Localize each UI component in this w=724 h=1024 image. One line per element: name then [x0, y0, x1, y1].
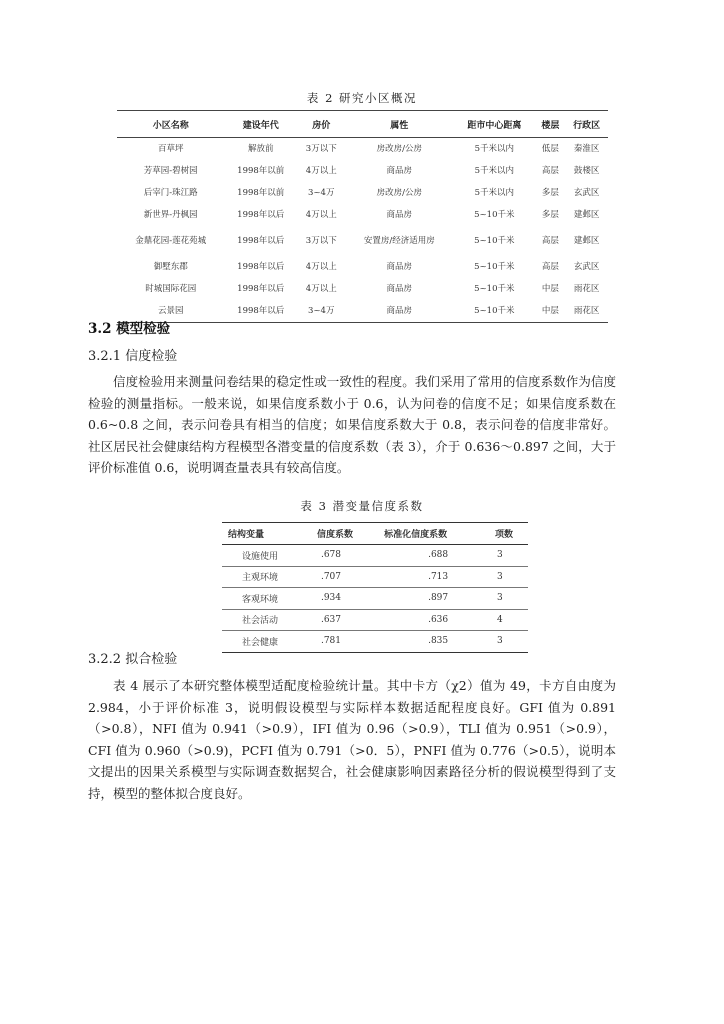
- table-cell: 5~10千米: [474, 283, 515, 294]
- table-cell: 玄武区: [573, 187, 600, 198]
- table-cell: 5~10千米: [474, 261, 515, 272]
- section-3-2-1-paragraph: 信度检验用来测量问卷结果的稳定性或一致性的程度。我们采用了常用的信度系数作为信度检验的测量指标。一般来说，如果信度系数小于 0.6，认为问卷的信度不足；如果信度系数在 0.6~0.8 之间，表示问卷具有相当的信度；如果信度系数大于 0.8，表示问卷的信度非常好。社区居民社会健康结构方程模型各潜变量的信度系数（表 3），介于 0.636～0.897 之间，大于评价标准值 0.6，说明调查量表具有较高信度。: [88, 374, 616, 475]
- table-cell: .678: [320, 550, 342, 561]
- section-3-2-2-heading: 3.2.2 拟合检验: [88, 652, 178, 667]
- table2-header-row: [117, 111, 608, 138]
- table-row: [117, 256, 608, 278]
- table-cell: 5~10千米: [474, 235, 515, 246]
- table-cell: 高层: [541, 261, 559, 272]
- table-cell: 房改房/公房: [376, 187, 422, 198]
- table3-header-cell: 标准化信度系数: [384, 530, 448, 540]
- table-cell: 4万以上: [305, 209, 337, 220]
- table-cell: 时城国际花园: [145, 283, 197, 294]
- table-cell: 高层: [541, 165, 559, 176]
- table2-header-cell: 属性: [390, 120, 409, 131]
- table-cell: 3: [496, 593, 503, 604]
- table-cell: 解放前: [247, 143, 274, 154]
- table-cell: 设施使用: [242, 551, 279, 562]
- table-cell: 5千米以内: [474, 143, 515, 154]
- table-cell: .835: [428, 636, 449, 647]
- table-cell: 4万以上: [305, 283, 337, 294]
- table-cell: 客观环境: [242, 594, 279, 605]
- table-row: [117, 160, 608, 182]
- table-cell: 雨花区: [573, 283, 600, 294]
- table-cell: 商品房: [386, 261, 413, 272]
- table-cell: .934: [320, 593, 342, 604]
- table-cell: 房改房/公房: [376, 143, 422, 154]
- section-3-2-2-paragraph: 表 4 展示了本研究整体模型适配度检验统计量。其中卡方（χ2）值为 49，卡方自由度为 2.984，小于评价标准 3，说明假设模型与实际样本数据适配程度良好。GFI 值为 0.891（>0.8），NFI 值为 0.941（>0.9），IFI 值为 0.96（>0.9），TLI 值为 0.951（>0.9），CFI 值为 0.960（>0.9)，PCFI 值为 0.791（>0．5），PNFI 值为 0.776（>0.5），说明本文提出的因果关系模型与实际调查数据契合，社会健康影响因素路径分析的假说模型得到了支持，模型的整体拟合度良好。: [88, 678, 616, 801]
- table-cell: .781: [320, 636, 342, 647]
- table-row: [117, 226, 608, 256]
- table3-header-cell: 项数: [494, 530, 513, 540]
- table-cell: 建邺区: [573, 235, 600, 246]
- table-cell: 鼓楼区: [573, 165, 600, 176]
- table-cell: 3~4万: [308, 305, 335, 316]
- table-cell: 云景园: [157, 305, 184, 316]
- table-cell: 御墅东郡: [153, 261, 188, 272]
- table-cell: 1998年以后: [237, 283, 285, 294]
- table-row: [222, 631, 528, 653]
- table-cell: 5千米以内: [474, 165, 515, 176]
- table-cell: 社会健康: [242, 637, 279, 648]
- table-cell: 百草坪: [157, 143, 184, 154]
- table-cell: 芳草园-碧树园: [143, 165, 198, 176]
- section-3-2-1-heading: 3.2.1 信度检验: [88, 349, 178, 364]
- table-row: [222, 588, 528, 610]
- table-cell: 1998年以后: [237, 235, 285, 246]
- table-row: [117, 182, 608, 204]
- table-cell: 3: [496, 550, 503, 561]
- table-row: [117, 138, 608, 161]
- table-cell: 多层: [541, 209, 559, 220]
- table-cell: 1998年以后: [237, 261, 285, 272]
- table-cell: 4万以上: [305, 261, 337, 272]
- table-cell: 5千米以内: [474, 187, 515, 198]
- table3: [222, 522, 528, 653]
- table-cell: 3万以下: [305, 235, 337, 246]
- table-cell: 建邺区: [573, 209, 600, 220]
- table-cell: 1998年以前: [237, 187, 285, 198]
- table2-header-cell: 房价: [312, 120, 331, 131]
- table-row: [222, 566, 528, 588]
- table-cell: 后宰门-珠江路: [143, 187, 198, 198]
- table-cell: 多层: [541, 187, 559, 198]
- table2-header-cell: 楼层: [541, 120, 560, 131]
- table-cell: 低层: [541, 143, 559, 154]
- table3-caption: 表 3 潜变量信度系数: [300, 499, 424, 513]
- table-cell: 金鼎花园-莲花苑城: [135, 235, 207, 246]
- table-row: [117, 278, 608, 300]
- table2-header-cell: 距市中心距离: [467, 120, 522, 131]
- table-cell: .688: [428, 550, 449, 561]
- table-cell: 商品房: [386, 209, 413, 220]
- table-cell: 1998年以后: [237, 305, 285, 316]
- table-cell: .713: [428, 571, 449, 582]
- table-cell: 3: [496, 636, 503, 647]
- table-cell: 雨花区: [573, 305, 600, 316]
- table-cell: 5~10千米: [474, 305, 515, 316]
- table-cell: .897: [428, 593, 449, 604]
- table3-header-cell: 结构变量: [228, 530, 265, 540]
- table-row: [117, 204, 608, 226]
- table-cell: 新世界-丹枫园: [143, 209, 198, 220]
- table-cell: 秦淮区: [573, 143, 600, 154]
- table-cell: .636: [428, 614, 449, 625]
- table3-header-cell: 信度系数: [316, 530, 353, 540]
- table-cell: 中层: [541, 305, 559, 316]
- table-row: [222, 545, 528, 567]
- table-cell: 安置房/经济适用房: [363, 235, 435, 246]
- table2-caption: 表 2 研究小区概况: [306, 91, 418, 105]
- table2-header-cell: 小区名称: [152, 120, 189, 131]
- table-cell: 高层: [541, 235, 559, 246]
- table-cell: 1998年以后: [237, 209, 285, 220]
- table2-header-cell: 建设年代: [242, 120, 279, 131]
- table-cell: 商品房: [386, 305, 413, 316]
- table-cell: 5~10千米: [474, 209, 515, 220]
- table-row: [117, 300, 608, 323]
- table-cell: 主观环境: [242, 573, 279, 584]
- table-cell: 4万以上: [305, 165, 337, 176]
- table-cell: 中层: [541, 283, 559, 294]
- table-cell: 1998年以前: [237, 165, 285, 176]
- table-cell: 3: [496, 571, 503, 582]
- table2: [117, 110, 608, 323]
- table-cell: .637: [320, 614, 342, 625]
- table-cell: 商品房: [386, 283, 413, 294]
- table-cell: 4: [496, 614, 503, 625]
- table-cell: 3~4万: [308, 187, 335, 198]
- table3-header-row: [222, 523, 528, 545]
- section-3-2-heading: 3.2 模型检验: [88, 321, 171, 337]
- table-row: [222, 609, 528, 631]
- table2-header-cell: 行政区: [573, 120, 601, 131]
- table-cell: 商品房: [386, 165, 413, 176]
- table-cell: 社会活动: [242, 616, 279, 627]
- table-cell: 玄武区: [573, 261, 600, 272]
- table-cell: 3万以下: [305, 143, 337, 154]
- table-cell: .707: [320, 571, 342, 582]
